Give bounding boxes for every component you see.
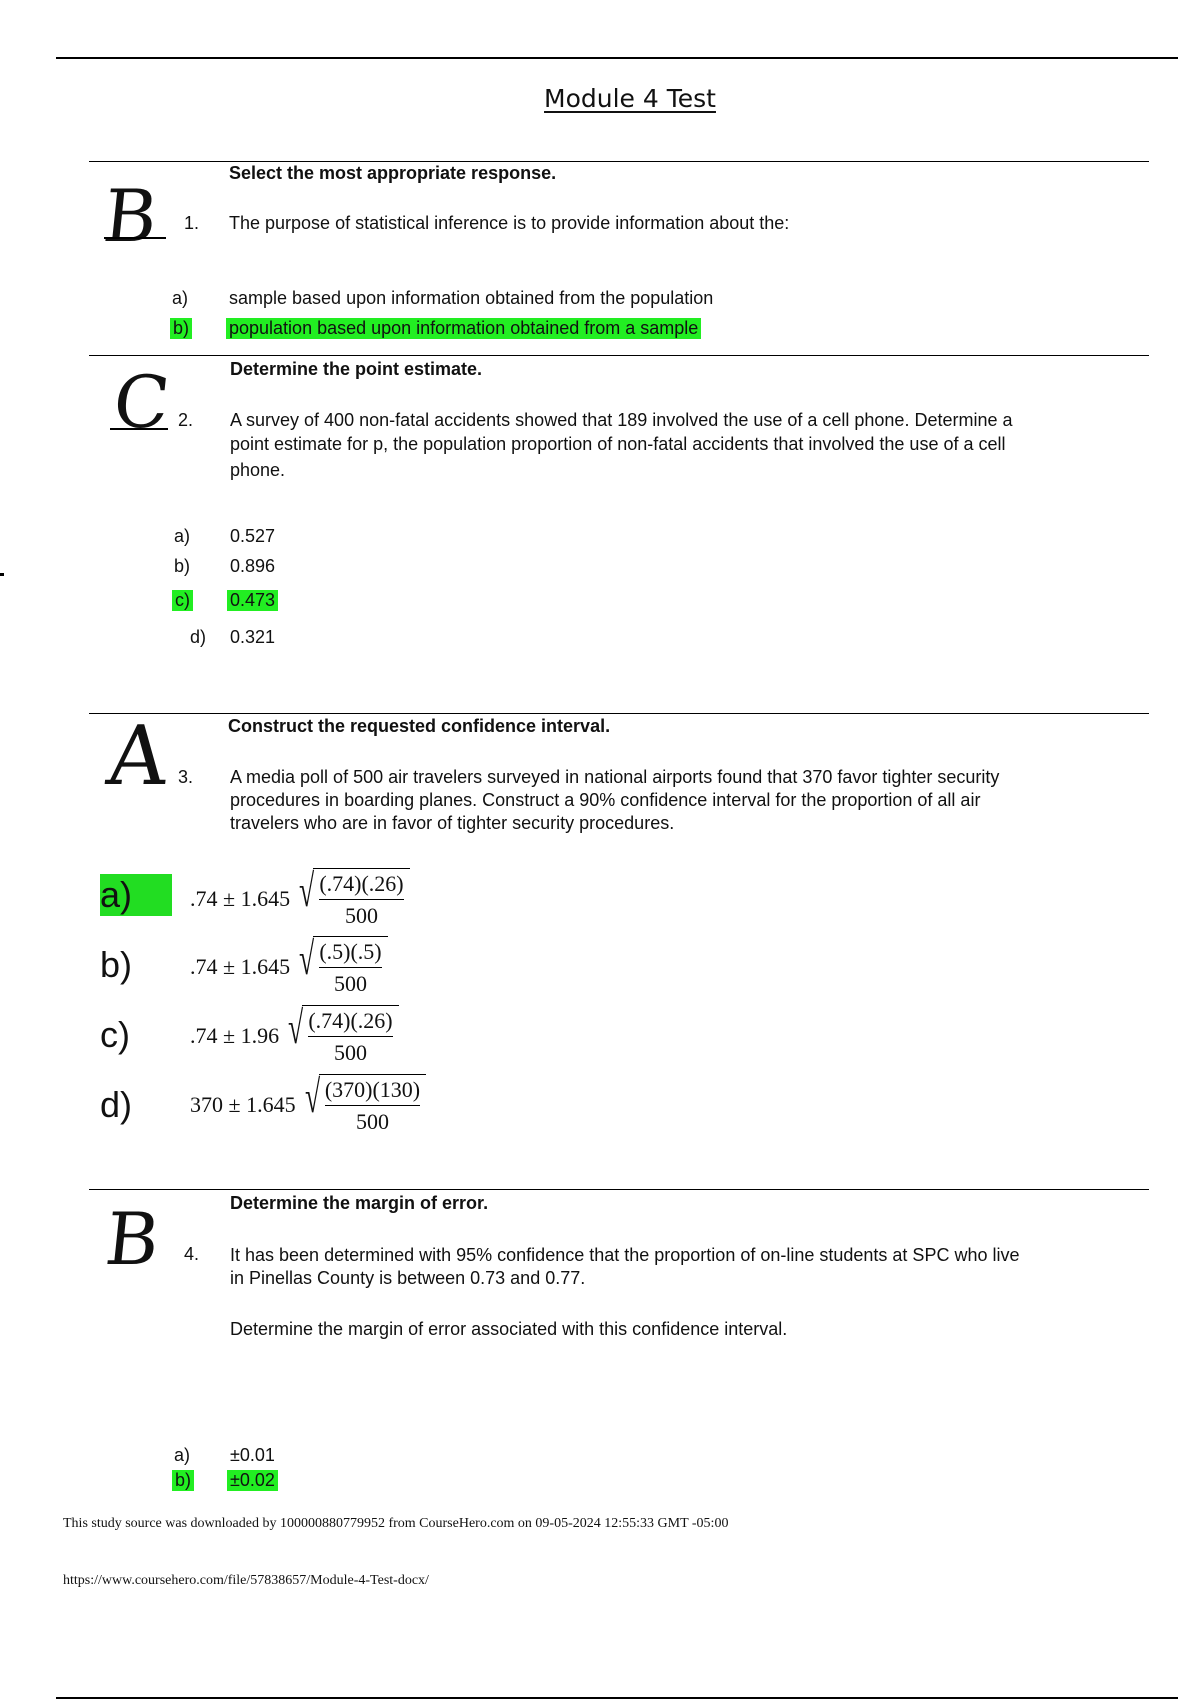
q3-option-c-denominator: 500: [333, 1040, 367, 1065]
q2-option-d-text: 0.321: [230, 627, 276, 647]
q3-text-line-2: procedures in boarding planes. Construct a 90% confidence interval for the proportion of all air: [230, 790, 981, 810]
q4-text-line-2: in Pinellas County is between 0.73 and 0.77.: [230, 1268, 586, 1288]
q3-handwritten-answer: A: [103, 709, 173, 804]
q2-option-c-text: 0.473: [227, 590, 278, 611]
sqrt-symbol: √: [288, 1002, 304, 1053]
sqrt-symbol: √: [304, 1071, 320, 1122]
q3-option-a-label: a): [100, 874, 172, 916]
q2-answer-underline: [110, 428, 168, 430]
q1-number: 1.: [184, 213, 200, 233]
download-note: This study source was downloaded by 100000880779952 from CourseHero.com on 09-05-2024 12:55:33 GMT -05:00: [63, 1516, 729, 1531]
q3-option-c-numerator: (.74)(.26): [308, 1006, 392, 1037]
q2-handwritten-answer: C: [109, 360, 174, 444]
q2-heading: Determine the point estimate.: [230, 359, 483, 379]
q1-answer-underline: [104, 237, 166, 239]
q1-heading: Select the most appropriate response.: [229, 163, 557, 183]
q3-option-d-label: d): [100, 1084, 133, 1125]
q3-option-a-numerator: (.74)(.26): [319, 869, 403, 900]
q1-option-a-text: sample based upon information obtained from the population: [229, 288, 714, 308]
q3-option-b-denominator: 500: [333, 971, 367, 996]
q1-option-b-text: population based upon information obtained from a sample: [226, 318, 701, 339]
q2-option-a-text: 0.527: [230, 526, 276, 546]
sqrt-symbol: √: [299, 933, 315, 984]
q3-option-b-label: b): [100, 944, 133, 985]
q3-option-c-center: .74 ± 1.96: [190, 1022, 280, 1048]
q4-option-b-text: ±0.02: [227, 1470, 278, 1491]
q2-divider: [89, 355, 1149, 356]
q4-heading: Determine the margin of error.: [230, 1193, 489, 1213]
q2-number: 2.: [178, 410, 194, 430]
q3-option-d-formula: [190, 1071, 426, 1135]
q4-option-a-label: a): [174, 1445, 191, 1465]
bottom-rule: [56, 1697, 1178, 1699]
q3-option-d-center: 370 ± 1.645: [190, 1091, 296, 1117]
source-url[interactable]: https://www.coursehero.com/file/57838657/Module-4-Test-docx/: [63, 1573, 429, 1588]
q2-option-b-label: b): [174, 556, 191, 576]
q1-divider: [89, 161, 1149, 162]
q4-text-2: Determine the margin of error associated with this confidence interval.: [230, 1319, 788, 1339]
q1-option-a-label: a): [172, 288, 189, 308]
q2-text-line-1: A survey of 400 non-fatal accidents showed that 189 involved the use of a cell phone. Determine a: [230, 410, 1013, 430]
q3-option-b-center: .74 ± 1.645: [190, 953, 291, 979]
q4-option-b-label: b): [172, 1470, 194, 1491]
q3-text-line-1: A media poll of 500 air travelers surveyed in national airports found that 370 favor tighter security: [230, 767, 1000, 787]
q2-option-b-text: 0.896: [230, 556, 276, 576]
q3-option-c-formula: [190, 1002, 399, 1066]
q1-handwritten-answer: B: [99, 174, 162, 258]
q1-option-b-label: b): [170, 318, 192, 339]
margin-mark: [0, 573, 4, 576]
page-title: Module 4 Test: [544, 84, 716, 113]
q2-option-d-label: d): [190, 627, 207, 647]
q3-divider: [89, 713, 1149, 714]
q3-option-a-formula: [190, 865, 410, 929]
q3-option-d-numerator: (370)(130): [325, 1075, 420, 1106]
sqrt-symbol: √: [299, 865, 315, 916]
q3-option-d-denominator: 500: [355, 1109, 389, 1134]
q3-option-b-formula: [190, 933, 388, 997]
q2-text-line-3: phone.: [230, 460, 286, 480]
q3-option-c-label: c): [100, 1014, 130, 1055]
q4-option-a-text: ±0.01: [230, 1445, 275, 1465]
q3-text-line-3: travelers who are in favor of tighter security procedures.: [230, 813, 675, 833]
q3-option-a-denominator: 500: [344, 903, 378, 928]
q4-text-line-1: It has been determined with 95% confidence that the proportion of on-line students at SPC who live: [230, 1245, 1020, 1265]
top-rule: [56, 57, 1178, 59]
q3-heading: Construct the requested confidence interval.: [228, 716, 611, 736]
q3-option-a-center: .74 ± 1.645: [190, 885, 291, 911]
q2-option-a-label: a): [174, 526, 191, 546]
q3-number: 3.: [178, 767, 194, 787]
q3-option-b-numerator: (.5)(.5): [319, 937, 381, 968]
q2-text-line-2: point estimate for p, the population proportion of non-fatal accidents that involved the use of a cell: [230, 434, 1006, 454]
q4-number: 4.: [184, 1244, 200, 1264]
q1-text: The purpose of statistical inference is to provide information about the:: [229, 213, 790, 233]
q2-option-c-label: c): [172, 590, 193, 611]
q4-handwritten-answer: B: [101, 1197, 164, 1281]
q4-divider: [89, 1189, 1149, 1190]
